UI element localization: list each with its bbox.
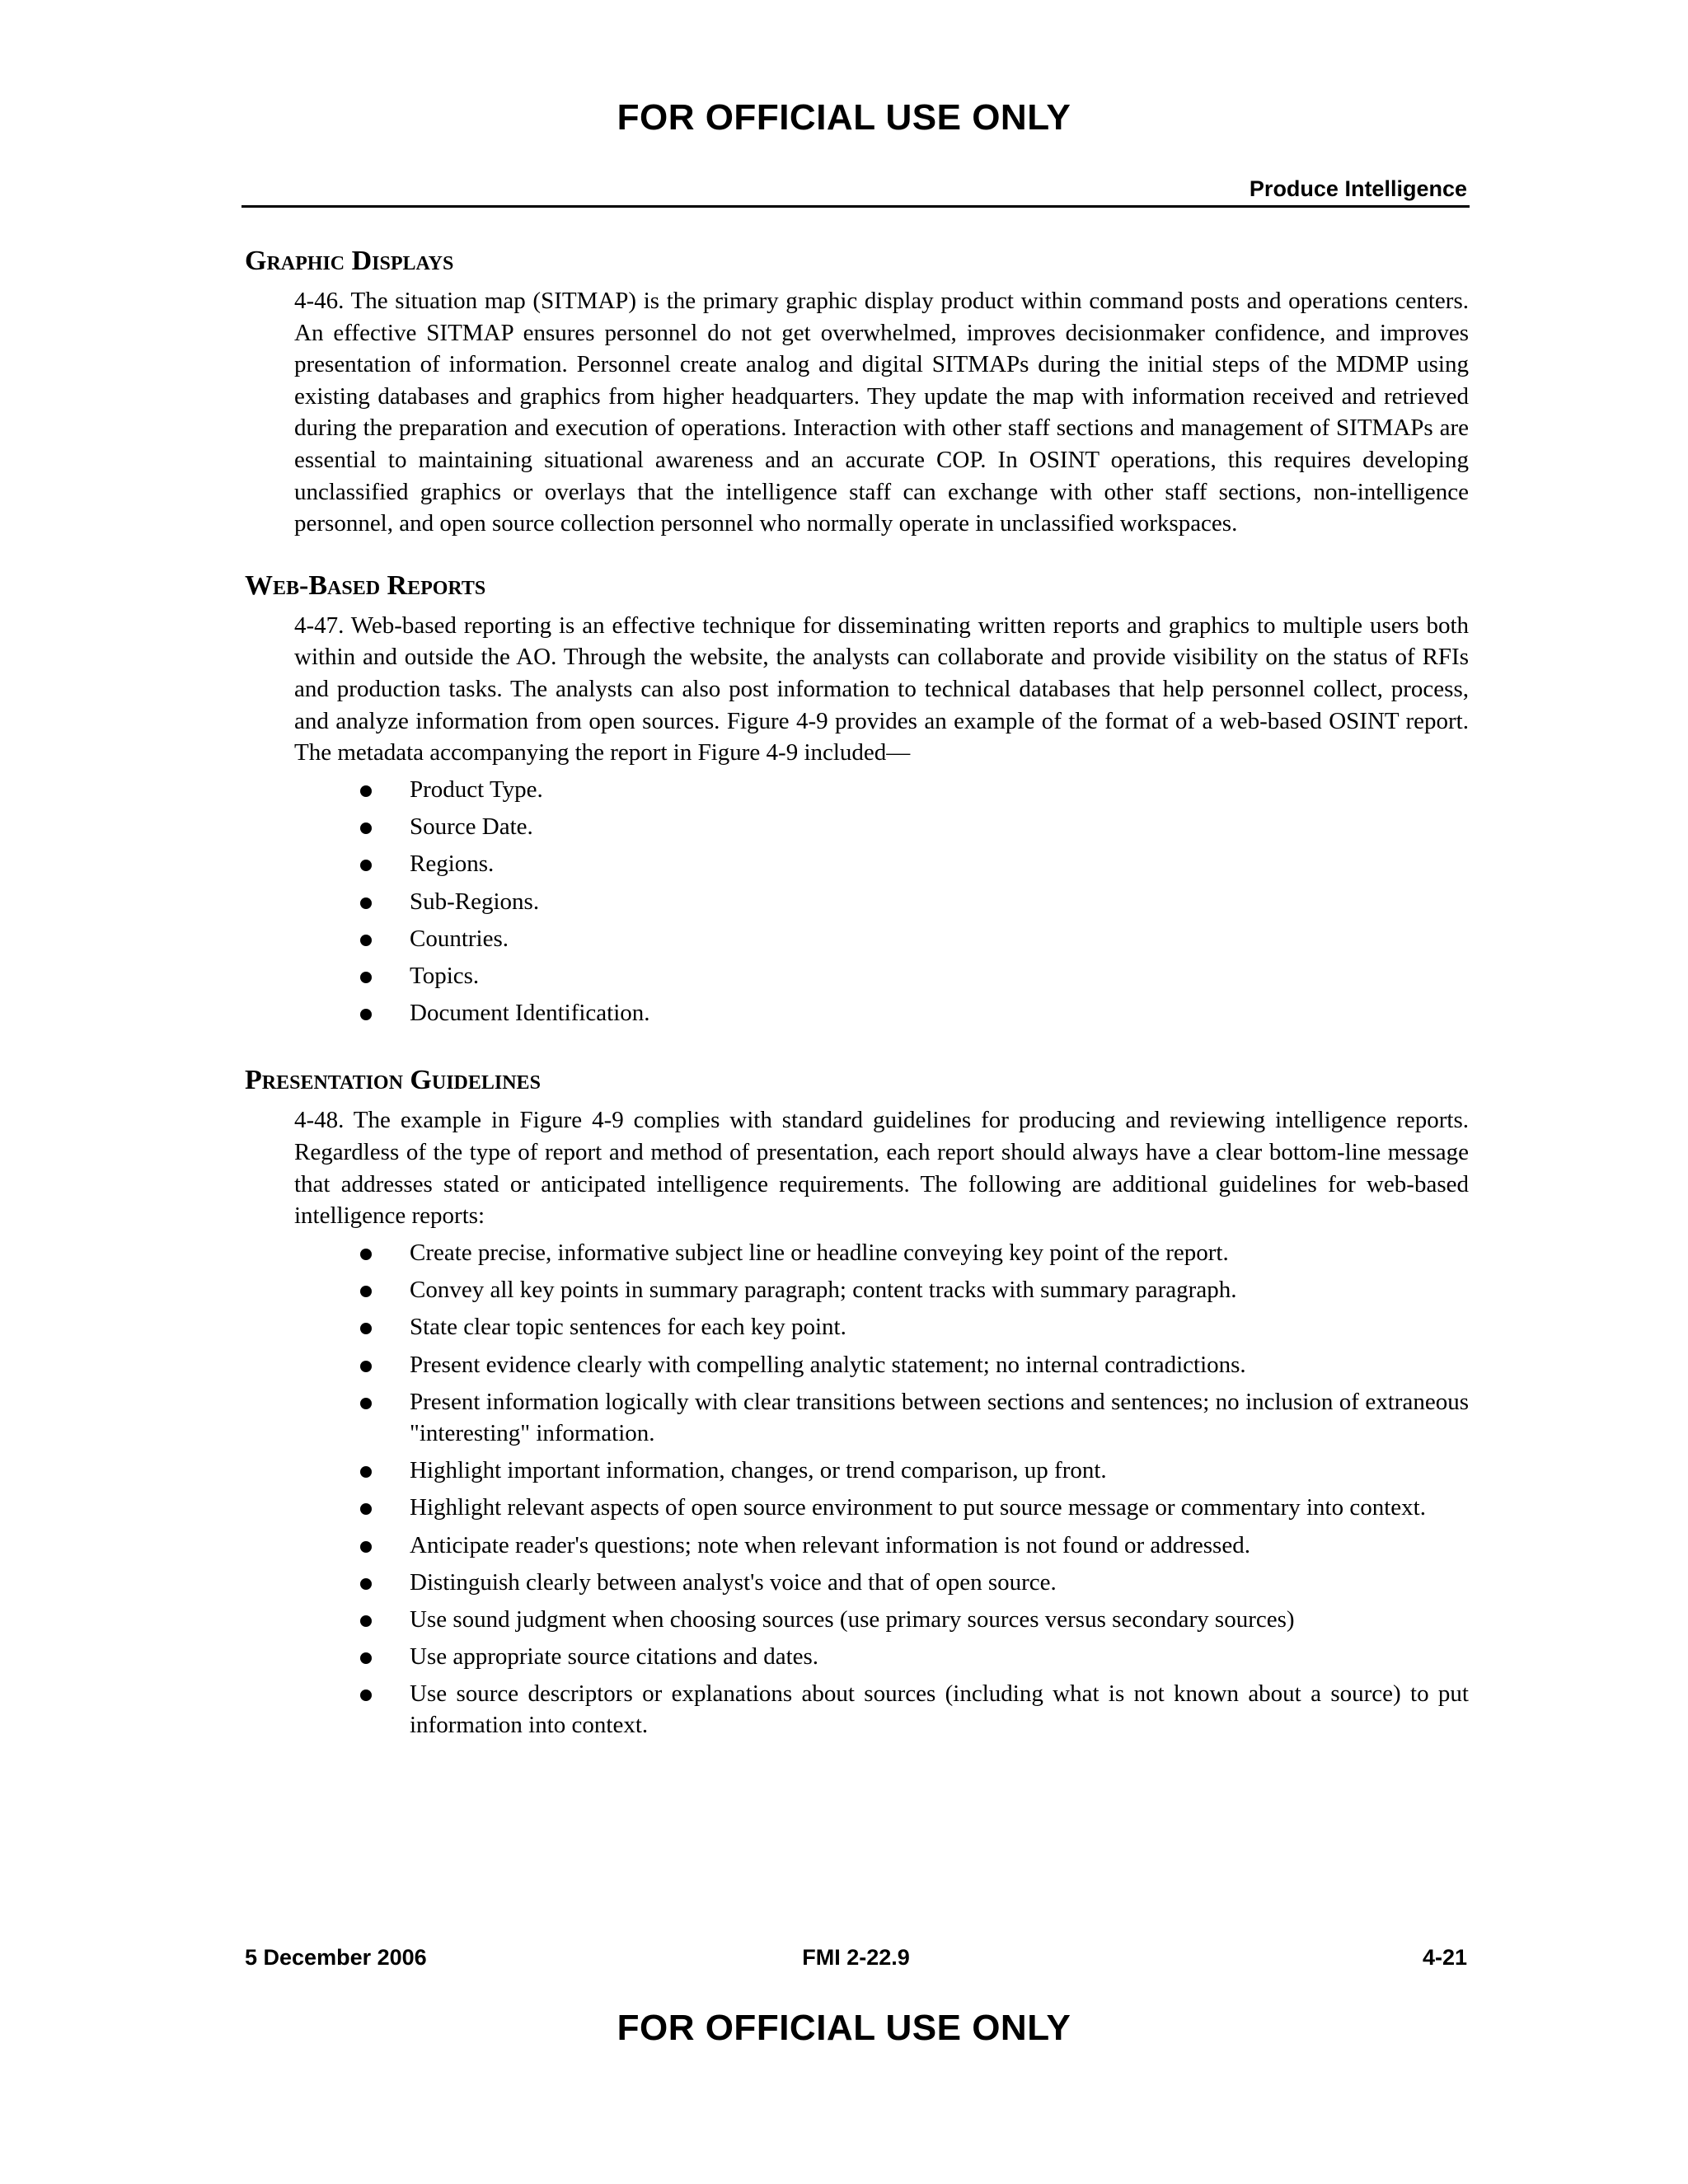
bullet-icon	[360, 823, 372, 834]
section-heading: Web-Based Reports	[245, 569, 486, 601]
section-presentation-guidelines	[245, 1057, 1469, 1741]
list-item: Use source descriptors or explanations about sources (including what is not known about a source) to put information into context.	[294, 1678, 1469, 1741]
guidelines-list	[245, 1237, 1469, 1741]
page-body	[245, 237, 1469, 1741]
bullet-icon	[360, 972, 372, 983]
bullet-icon	[360, 1690, 372, 1701]
section-heading: Presentation Guidelines	[245, 1065, 541, 1096]
bullet-icon	[360, 1361, 372, 1372]
paragraph-4-46: 4-46. The situation map (SITMAP) is the primary graphic display product within command posts and operations centers. An effective SITMAP ensures personnel do not get overwhelmed, improves decisionmaker confidence, and improves presentation of information. Personnel create analog and digital SITMAPs during the initial steps of the MDMP using existing databases and graphics from higher headquarters. They update the map with information received and retrieved during the preparation and execution of operations. Interaction with other staff sections and management of SITMAPs are essential to maintaining situational awareness and an accurate COP. In OSINT operations, this requires developing unclassified graphics or overlays that the intelligence staff can exchange with other staff sections, non-intelligence personnel, and open source collection personnel who normally operate in unclassified workspaces.	[294, 288, 1469, 537]
list-item: Distinguish clearly between analyst's voice and that of open source.	[294, 1567, 1469, 1599]
list-item: Use appropriate source citations and dates.	[294, 1641, 1469, 1673]
list-item: Regions.	[294, 848, 1469, 880]
section-web-based-reports	[245, 562, 1469, 1029]
bullet-icon	[360, 1323, 372, 1334]
metadata-list	[245, 774, 1469, 1029]
header-rule	[241, 205, 1470, 208]
list-item: Countries.	[294, 923, 1469, 955]
list-item: Topics.	[294, 960, 1469, 992]
bullet-icon	[360, 860, 372, 871]
section-graphic-displays	[245, 237, 1469, 540]
section-heading: Graphic Displays	[245, 246, 454, 276]
list-item: Source Date.	[294, 811, 1469, 843]
list-item: Highlight important information, changes, or trend comparison, up front.	[294, 1455, 1469, 1487]
bullet-icon	[360, 935, 372, 946]
bullet-icon	[360, 1503, 372, 1515]
bullet-icon	[360, 1249, 372, 1260]
bullet-icon	[360, 1286, 372, 1297]
list-item: Highlight relevant aspects of open source environment to put source message or commentary into context.	[294, 1492, 1469, 1524]
bullet-icon	[360, 1615, 372, 1627]
list-item: Present information logically with clear transitions between sections and sentences; no inclusion of extraneous "interesting" information.	[294, 1386, 1469, 1450]
bullet-icon	[360, 1009, 372, 1020]
list-item: Convey all key points in summary paragraph; content tracks with summary paragraph.	[294, 1274, 1469, 1306]
bullet-icon	[360, 785, 372, 797]
classification-banner-top: FOR OFFICIAL USE ONLY	[617, 97, 1071, 138]
list-item: State clear topic sentences for each key point.	[294, 1311, 1469, 1343]
bullet-icon	[360, 1578, 372, 1590]
footer-page-number: 4-21	[1422, 1945, 1467, 1970]
paragraph-4-48: 4-48. The example in Figure 4-9 complies with standard guidelines for producing and reviewing intelligence reports. Regardless of the type of report and method of presentation, each report should always have a clear bottom-line message that addresses stated or anticipated intelligence requirements. The following are additional guidelines for web-based intelligence reports:	[294, 1107, 1469, 1230]
list-item: Present evidence clearly with compelling analytic statement; no internal contradictions.	[294, 1349, 1469, 1381]
bullet-icon	[360, 1652, 372, 1664]
bullet-icon	[360, 1541, 372, 1553]
list-item: Product Type.	[294, 774, 1469, 806]
paragraph-4-47: 4-47. Web-based reporting is an effective technique for disseminating written reports and graphics to multiple users both within and outside the AO. Through the website, the analysts can collaborate and provide visibility on the status of RFIs and production tasks. The analysts can also post information to technical databases that help personnel collect, process, and analyze information from open sources. Figure 4-9 provides an example of the format of a web-based OSINT report. The metadata accompanying the report in Figure 4-9 included—	[294, 612, 1469, 766]
running-head: Produce Intelligence	[1249, 176, 1467, 201]
list-item: Anticipate reader's questions; note when relevant information is not found or addressed.	[294, 1530, 1469, 1562]
bullet-icon	[360, 1466, 372, 1478]
bullet-icon	[360, 898, 372, 909]
bullet-icon	[360, 1398, 372, 1409]
list-item: Use sound judgment when choosing sources (use primary sources versus secondary sources)	[294, 1604, 1469, 1636]
classification-banner-bottom: FOR OFFICIAL USE ONLY	[617, 2008, 1071, 2048]
list-item: Sub-Regions.	[294, 886, 1469, 918]
list-item: Create precise, informative subject line or headline conveying key point of the report.	[294, 1237, 1469, 1269]
list-item: Document Identification.	[294, 997, 1469, 1029]
footer-date: 5 December 2006	[245, 1945, 427, 1970]
footer-doc-id: FMI 2-22.9	[802, 1945, 910, 1970]
